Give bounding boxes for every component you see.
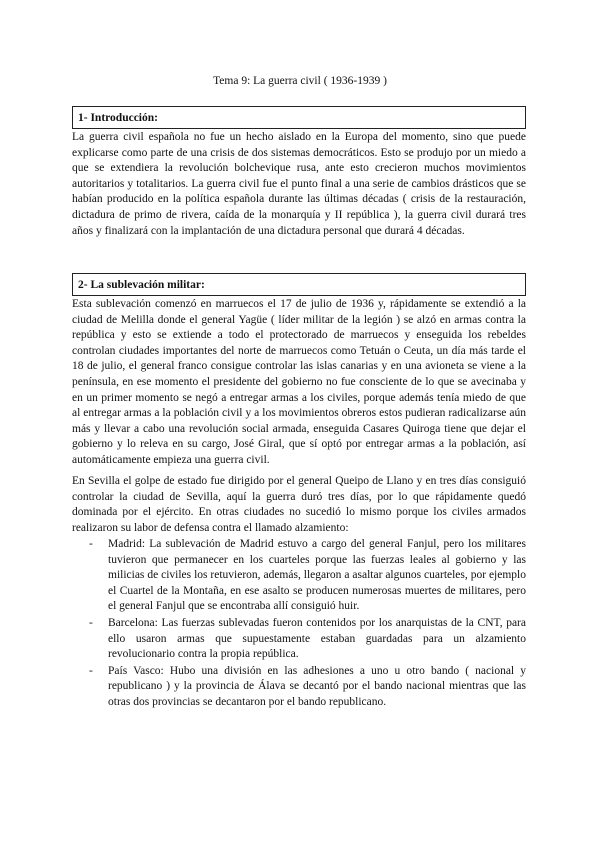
list-bullet: - xyxy=(89,616,93,629)
sevilla-paragraph: En Sevilla el golpe de estado fue dirigido por el general Queipo de Llano y en tres días consiguió controlar la ciudad de Sevilla, aquí la guerra duró tres días, por lo que rápidamente quedó dominada por el ejército. En otras ciudades no sucedió lo mismo porque los civiles armados realizaron su labor de defensa contra el llamado alzamiento: xyxy=(72,475,526,534)
list-item-barcelona xyxy=(72,616,526,663)
list-bullet: - xyxy=(89,538,93,550)
document-title: Tema 9: La guerra civil ( 1936-1939 ) xyxy=(213,75,387,87)
intro-paragraph: La guerra civil española no fue un hecho aislado en la Europa del momento, sino que puede explicarse como parte de una crisis de dos sistemas democráticos. Esto se produjo por un miedo a que se extendiera la revolución bolchevique rusa, ante esto crecieron muchos movimientos autoritarios y totalitarios. La guerra civil fue el punto final a una serie de cambios drásticos que se habían producido en la política española durante las últimas décadas ( crisis de la restauración, dictadura de primo de rivera, caída de la monarquía y II república ), la guerra civil durará tres años y finalizará con la implantación de una dictadura personal que durará 4 décadas. xyxy=(72,131,526,237)
list-item-text: Madrid: La sublevación de Madrid estuvo a cargo del general Fanjul, pero los militares tuvieron que permanecer en los cuarteles porque las fuerzas leales al gobierno y las milicias de civiles los retuvieron, además, llegaron a asaltar algunos cuarteles, por ejemplo el Cuartel de la Montaña, en ese asalto se producen numerosas muertes de militares, pero el general Fanjul que se encontraba allí consiguió huir. xyxy=(108,538,526,613)
cities-list xyxy=(72,537,526,712)
list-item-madrid xyxy=(72,537,526,615)
section-heading-sublevacion: 2- La sublevación militar: xyxy=(72,273,526,296)
sublevacion-paragraph: Esta sublevación comenzó en marruecos el 17 de julio de 1936 y, rápidamente se extendió a la ciudad de Melilla donde el general Yagüe ( líder militar de la legión ) se alzó en armas contra la república y esto se extiende a todo el protectorado de marruecos y enseguida los rebeldes controlan ciudades importantes del norte de marruecos como Tetuán o Ceuta, un día más tarde el 18 de julio, el general franco consigue controlar las islas canarias y en una avioneta se viene a la península, en ese momento el presidente del gobierno no fue consciente de lo que se avecinaba y en un primer momento se negó a entregar armas a los civiles, porque además tenía miedo de que al entregar armas a la población civil y a los movimientos obreros estos pudieran radicalizarse aún más y llevar a cabo una revolución social armada, enseguida Casares Quiroga tiene que dejar el gobierno y lo releva en su cargo, José Giral, que sí optó por entregar armas a la población, así automáticamente empieza una guerra civil. xyxy=(72,298,526,466)
list-item-text: País Vasco: Hubo una división en las adhesiones a uno u otro bando ( nacional y republicano ) y la provincia de Álava se decantó por el bando nacional mientras que las otras dos provincias se decantaron por el bando republicano. xyxy=(108,664,526,708)
section-heading-introduccion: 1- Introducción: xyxy=(72,106,526,129)
list-bullet: - xyxy=(89,664,93,677)
list-item-text: Barcelona: Las fuerzas sublevadas fueron contenidos por los anarquistas de la CNT, para ello usaron armas que supuestamente estaban guardadas para un alzamiento revolucionario contra la propia república. xyxy=(108,616,526,661)
list-item-pais-vasco xyxy=(72,664,526,711)
